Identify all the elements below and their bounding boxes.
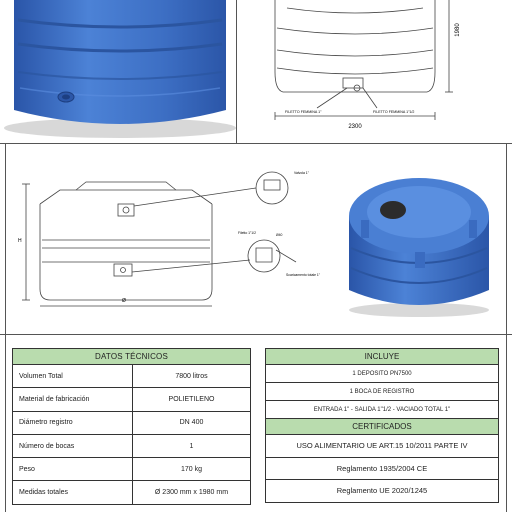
row-label: Material de fabricación [13,388,133,411]
row-label: Diámetro registro [13,411,133,434]
border-right [506,143,507,512]
width-dimension-label: 2300 [348,124,362,130]
row-value: POLIETILENO [133,388,251,411]
callout-right: FILETTO FEMMINA 1"1/2 [373,110,415,114]
includes-title: INCLUYE [266,349,499,365]
include-item: 1 DEPOSITO PN7500 [266,365,499,383]
table-row [13,458,251,481]
table-row [13,388,251,411]
row-value: 1 [133,434,251,457]
row-value: 170 kg [133,458,251,481]
row-label: Peso [13,458,133,481]
row-label: Volumen Total [13,365,133,388]
row-label: Medidas totales [13,481,133,504]
row-value: 7800 litros [133,365,251,388]
table-row [266,480,499,503]
table-row [266,383,499,401]
table-row [13,411,251,434]
table-row [266,401,499,419]
tank-photo-top [0,0,236,143]
valve-callout: Valvola 1" [294,171,309,175]
height-dimension-label: 1980 [455,23,461,37]
thread-callout: Filetto 1"1/2 [238,231,256,235]
include-item: ENTRADA 1" - SALIDA 1"1/2 - VACIADO TOTAL 1" [266,401,499,419]
drain-callout: Scaricamento totale 1" [286,273,320,277]
diameter-label: Ø [122,298,126,304]
tank-drawing-front [6,144,336,333]
certificates-title: CERTIFICADOS [266,419,499,435]
technical-data-title: DATOS TÉCNICOS [13,349,251,365]
dimension-callout: Ø40 [276,233,283,237]
certificate-item: Reglamento UE 2020/1245 [266,480,499,503]
tank-photo-bottom [343,160,496,320]
certificates-table [265,418,499,503]
table-row [266,435,499,458]
technical-data-table [12,348,251,505]
certificate-item: Reglamento 1935/2004 CE [266,457,499,480]
table-row [13,481,251,504]
row-label: Número de bocas [13,434,133,457]
table-row [266,365,499,383]
row-value: Ø 2300 mm x 1980 mm [133,481,251,504]
includes-table [265,348,499,419]
include-item: 1 BOCA DE REGISTRO [266,383,499,401]
table-row [13,434,251,457]
table-row [13,365,251,388]
callout-left: FILETTO FEMMINA 1" [285,110,322,114]
h-dimension-label: H [18,238,22,244]
certificate-item: USO ALIMENTARIO UE ART.15 10/2011 PARTE IV [266,435,499,458]
divider-middle [0,334,512,335]
row-value: DN 400 [133,411,251,434]
table-row [266,457,499,480]
tank-drawing-side [237,0,512,143]
